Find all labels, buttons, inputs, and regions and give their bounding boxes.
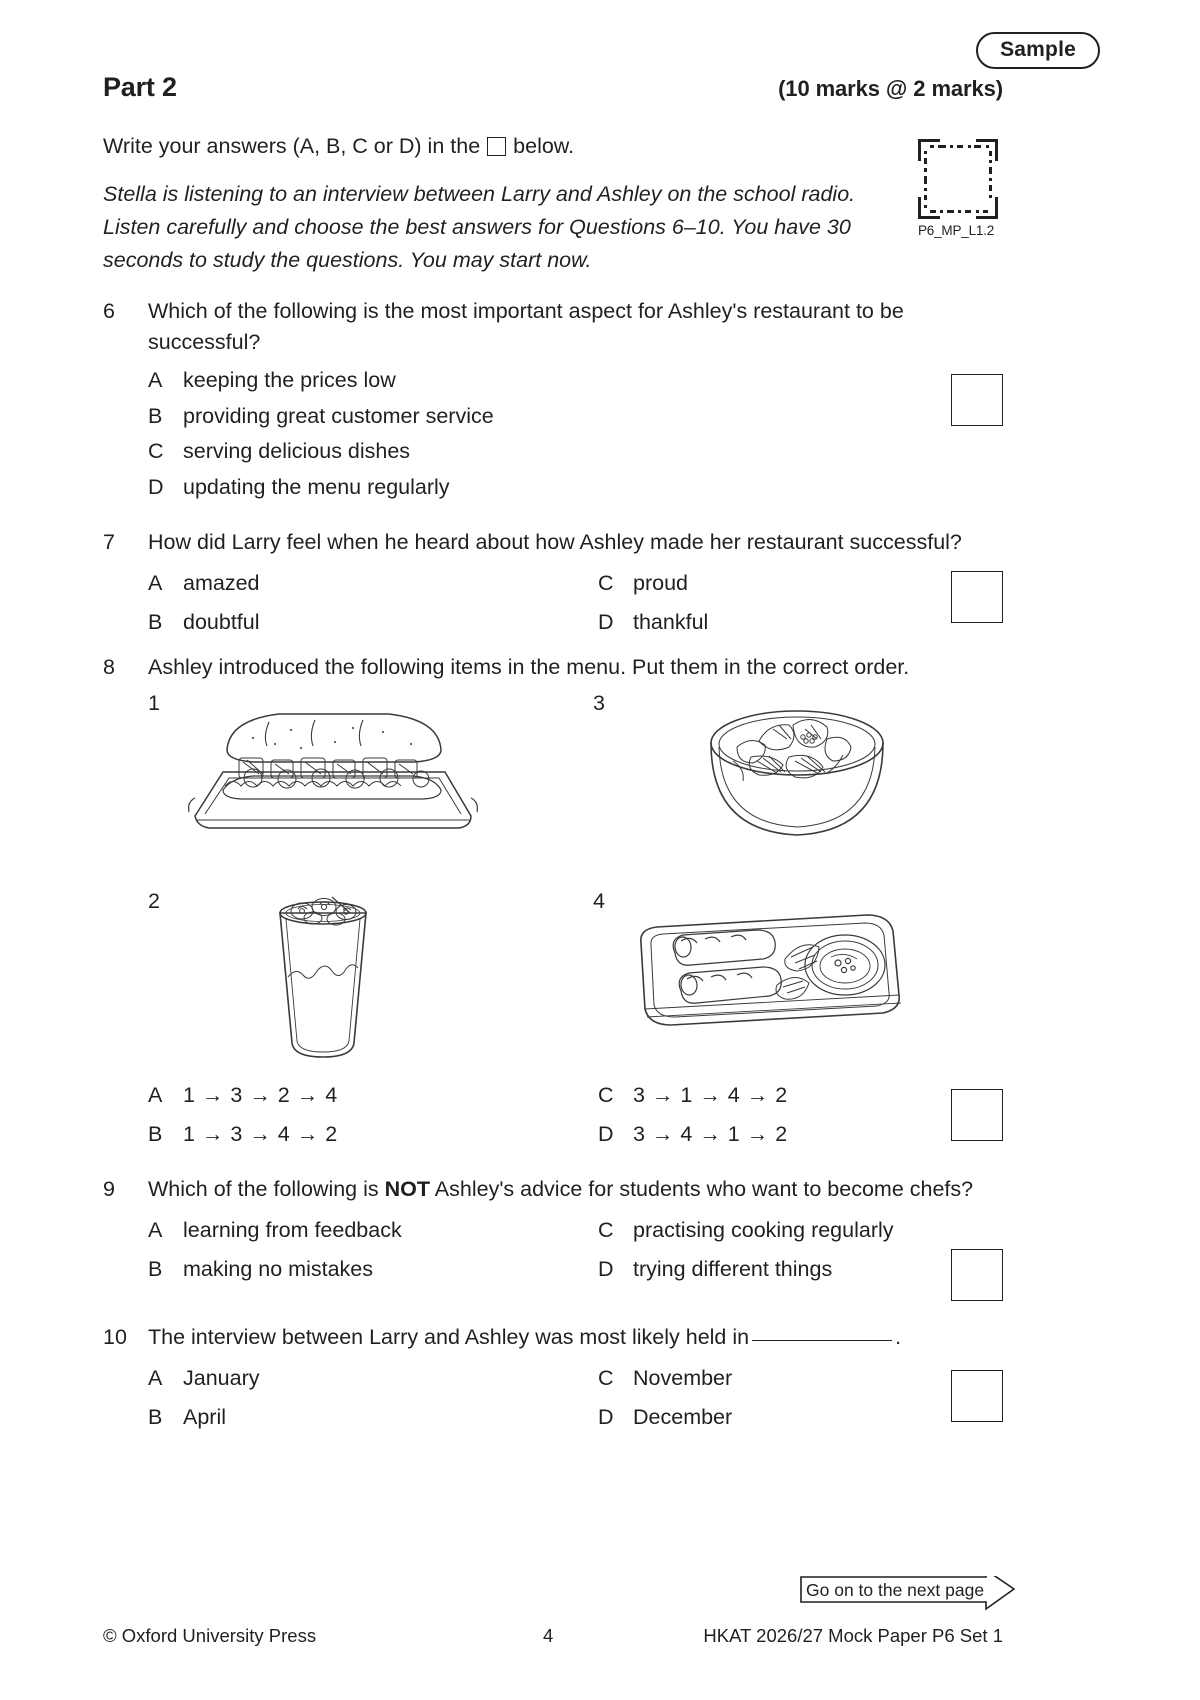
option-letter: A [148, 1217, 163, 1242]
qr-code-icon[interactable] [916, 137, 1000, 221]
page-header [103, 72, 1003, 103]
option-item[interactable] [148, 1122, 598, 1147]
sandwich-illustration [183, 698, 483, 853]
answer-box-question-10[interactable] [951, 1370, 1003, 1422]
qr-code-label: P6_MP_L1.2 [918, 223, 995, 238]
option-letter: B [148, 1256, 163, 1281]
option-item[interactable] [148, 1257, 598, 1282]
option-letter: B [148, 1404, 163, 1429]
option-letter: C [148, 439, 164, 464]
question-8-stem [103, 652, 1103, 683]
option-item[interactable] [148, 1218, 598, 1243]
option-label: updating the menu regularly [183, 474, 450, 499]
option-label: serving delicious dishes [183, 439, 411, 464]
footer-paper-reference: HKAT 2026/27 Mock Paper P6 Set 1 [703, 1625, 1003, 1646]
option-item[interactable] [148, 1083, 598, 1108]
question-9-stem [103, 1174, 1103, 1205]
option-letter: D [598, 1122, 614, 1146]
answer-box-glyph-icon [487, 137, 506, 156]
instruction-text-after: below. [513, 134, 575, 158]
option-letter: A [148, 1083, 163, 1107]
picture-number: 2 [148, 889, 160, 913]
answer-box-question-8[interactable] [951, 1089, 1003, 1141]
option-item[interactable] [148, 1405, 598, 1430]
question-7-stem [103, 527, 1103, 558]
question-10-text-after: . [895, 1325, 902, 1349]
option-label: 1 → 3 → 2 → 4 [183, 1083, 338, 1107]
option-item[interactable] [148, 441, 1103, 463]
question-8-number: 8 [103, 655, 115, 679]
picture-item-4 [593, 891, 605, 913]
option-label: providing great customer service [183, 403, 494, 428]
option-label: thankful [633, 609, 709, 634]
marks-label: (10 marks @ 2 marks) [778, 76, 1003, 101]
picture-number: 3 [593, 691, 605, 715]
next-page-banner [800, 1576, 1015, 1610]
option-letter: A [148, 1365, 163, 1390]
option-letter: D [598, 1404, 614, 1429]
picture-item-3 [593, 693, 605, 715]
question-9-emphasis: NOT [384, 1177, 430, 1201]
footer-page-number: 4 [543, 1625, 554, 1646]
sample-badge: Sample [976, 32, 1100, 69]
option-label: keeping the prices low [183, 368, 396, 393]
answer-box-question-6[interactable] [951, 374, 1003, 426]
option-item[interactable] [148, 474, 1103, 499]
option-label: proud [633, 570, 688, 595]
option-label: 1 → 3 → 4 → 2 [183, 1122, 338, 1146]
option-letter: B [148, 609, 163, 634]
question-10-text-before: The interview between Larry and Ashley was most likely held in [148, 1325, 750, 1349]
picture-number: 1 [148, 691, 160, 715]
picture-item-1 [148, 693, 160, 715]
salad-bowl-illustration [693, 695, 903, 860]
question-7-text: How did Larry feel when he heard about how Ashley made her restaurant successful? [148, 530, 962, 554]
option-label: learning from feedback [183, 1217, 402, 1242]
question-8-text: Ashley introduced the following items in the menu. Put them in the correct order. [148, 655, 910, 679]
option-letter: B [148, 403, 163, 428]
instruction-text-before: Write your answers (A, B, C or D) in the [103, 134, 481, 158]
option-item[interactable] [148, 571, 598, 596]
question-10-text [148, 1322, 1003, 1353]
smoothie-glass-illustration [258, 891, 388, 1071]
question-6-text: Which of the following is the most important aspect for Ashley's restaurant to be successful? [148, 299, 904, 354]
option-letter: D [598, 609, 614, 634]
answer-blank-line [752, 1340, 892, 1341]
next-page-label: Go on to the next page [806, 1580, 985, 1600]
question-9-text-b: Ashley's advice for students who want to become chefs? [430, 1177, 974, 1201]
option-label: 3 → 4 → 1 → 2 [633, 1122, 788, 1146]
option-label: December [633, 1404, 733, 1429]
picture-number: 4 [593, 889, 605, 913]
option-letter: A [148, 368, 163, 393]
footer-copyright: © Oxford University Press [103, 1625, 317, 1646]
option-item[interactable] [148, 610, 598, 635]
option-letter: D [148, 474, 164, 499]
option-label: amazed [183, 570, 260, 595]
option-label: November [633, 1365, 733, 1390]
option-item[interactable] [148, 1366, 598, 1391]
question-9-number: 9 [103, 1177, 115, 1201]
question-9-text [148, 1174, 1003, 1205]
option-label: doubtful [183, 609, 260, 634]
question-7-number: 7 [103, 530, 115, 554]
option-item[interactable] [598, 1218, 1048, 1243]
option-label: April [183, 1404, 227, 1429]
option-label: making no mistakes [183, 1256, 373, 1281]
question-10-stem [103, 1322, 1103, 1353]
page-footer [103, 1625, 1003, 1647]
question-10-number: 10 [103, 1325, 127, 1349]
option-label: 3 → 1 → 4 → 2 [633, 1083, 788, 1107]
question-6-stem [103, 296, 1103, 357]
question-6-number: 6 [103, 299, 115, 323]
option-label: January [183, 1365, 260, 1390]
answer-instruction [103, 130, 574, 162]
answer-box-question-9[interactable] [951, 1249, 1003, 1301]
option-letter: C [598, 1365, 614, 1390]
question-9-text-a: Which of the following is [148, 1177, 385, 1201]
option-label: trying different things [633, 1256, 833, 1281]
option-letter: D [598, 1256, 614, 1281]
option-letter: A [148, 570, 163, 595]
answer-box-question-7[interactable] [951, 571, 1003, 623]
spring-rolls-platter-illustration [635, 909, 905, 1044]
picture-item-2 [148, 891, 160, 913]
question-8 [103, 652, 1103, 683]
audio-qr-code[interactable] [916, 137, 1004, 238]
option-label: practising cooking regularly [633, 1217, 894, 1242]
option-letter: C [598, 1083, 614, 1107]
page-title: Part 2 [103, 72, 177, 102]
listening-scenario-text: Stella is listening to an interview between Larry and Ashley on the school radio. Listen carefully and choose the best answers for Questions 6–10. You have 30 seconds to study the questions. You may start now. [103, 182, 856, 273]
option-letter: C [598, 1217, 614, 1242]
option-letter: B [148, 1122, 163, 1146]
option-letter: C [598, 570, 614, 595]
